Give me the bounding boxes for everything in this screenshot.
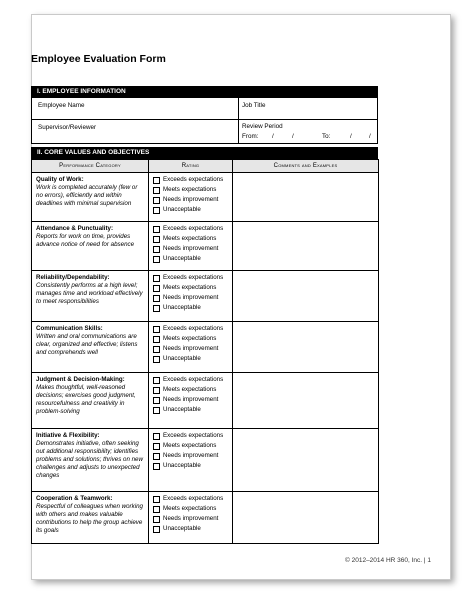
rating-option-label: Exceeds expectations (163, 325, 224, 332)
table-row (32, 373, 379, 429)
rating-option-label: Meets expectations (163, 505, 217, 512)
checkbox[interactable] (153, 346, 160, 353)
rating-option-label: Unacceptable (163, 462, 201, 469)
checkbox[interactable] (153, 207, 160, 214)
rating-option[interactable] (153, 451, 229, 461)
rating-option[interactable] (153, 224, 229, 234)
performance-category-cell (32, 373, 149, 429)
info-column-divider (238, 98, 239, 120)
rating-option[interactable] (153, 273, 229, 283)
table-row (32, 429, 379, 492)
rating-option[interactable] (153, 461, 229, 471)
category-description: Makes thoughtful, well-reasoned decisions; exercises good judgment, resourcefulness and creativity in problem-solving (36, 384, 136, 415)
performance-category-cell (32, 492, 149, 544)
rating-option-label: Needs improvement (163, 294, 219, 301)
checkbox[interactable] (153, 496, 160, 503)
info-column-divider (238, 120, 239, 144)
rating-option-label: Exceeds expectations (163, 495, 224, 502)
rating-option-label: Exceeds expectations (163, 432, 224, 439)
employee-info-row-1 (31, 98, 378, 120)
checkbox[interactable] (153, 506, 160, 513)
checkbox[interactable] (153, 275, 160, 282)
rating-option[interactable] (153, 205, 229, 215)
rating-option-label: Meets expectations (163, 235, 217, 242)
rating-option-label: Exceeds expectations (163, 176, 224, 183)
rating-option-label: Needs improvement (163, 396, 219, 403)
checkbox[interactable] (153, 187, 160, 194)
rating-option-label: Meets expectations (163, 186, 217, 193)
checkbox[interactable] (153, 226, 160, 233)
checkbox[interactable] (153, 326, 160, 333)
from-label: From: (242, 133, 259, 140)
category-description: Demonstrates initiative, often seeking out additional responsibility; identifies problems and solutions; thrives on new challenges and adjusts to unexpected changes (36, 440, 143, 479)
comments-cell[interactable] (233, 429, 379, 492)
rating-cell (149, 271, 233, 322)
rating-option[interactable] (153, 234, 229, 244)
rating-cell (149, 222, 233, 271)
rating-option-label: Meets expectations (163, 386, 217, 393)
rating-option[interactable] (153, 244, 229, 254)
rating-option-label: Exceeds expectations (163, 376, 224, 383)
checkbox[interactable] (153, 356, 160, 363)
from-date-slash: / (272, 133, 274, 140)
rating-option[interactable] (153, 303, 229, 313)
rating-option[interactable] (153, 195, 229, 205)
rating-option-label: Unacceptable (163, 304, 201, 311)
checkbox[interactable] (153, 453, 160, 460)
rating-cell (149, 492, 233, 544)
rating-option-label: Needs improvement (163, 452, 219, 459)
performance-category-cell (32, 429, 149, 492)
rating-option-label: Needs improvement (163, 515, 219, 522)
category-description: Work is completed accurately (few or no errors), efficiently and within deadlines with minimal supervision (36, 184, 138, 207)
performance-category-cell (32, 322, 149, 373)
checkbox[interactable] (153, 516, 160, 523)
rating-cell (149, 173, 233, 222)
checkbox[interactable] (153, 256, 160, 263)
table-row (32, 173, 379, 222)
rating-cell (149, 322, 233, 373)
rating-option[interactable] (153, 385, 229, 395)
performance-category-cell (32, 173, 149, 222)
rating-option-label: Unacceptable (163, 355, 201, 362)
rating-option-label: Needs improvement (163, 196, 219, 203)
employee-name-label: Employee Name (38, 102, 85, 109)
checkbox[interactable] (153, 197, 160, 204)
rating-option-label: Unacceptable (163, 255, 201, 262)
rating-cell (149, 429, 233, 492)
category-name: Initiative & Flexibility: (36, 432, 100, 439)
checkbox[interactable] (153, 285, 160, 292)
rating-option[interactable] (153, 344, 229, 354)
checkbox[interactable] (153, 407, 160, 414)
category-name: Cooperation & Teamwork: (36, 495, 113, 502)
comments-header: Comments and Examples (233, 160, 379, 173)
rating-cell (149, 373, 233, 429)
rating-option[interactable] (153, 441, 229, 451)
rating-option-label: Unacceptable (163, 406, 201, 413)
checkbox[interactable] (153, 397, 160, 404)
rating-option[interactable] (153, 283, 229, 293)
table-row (32, 492, 379, 544)
comments-cell[interactable] (233, 271, 379, 322)
checkbox[interactable] (153, 305, 160, 312)
section-core-values-header: II. CORE VALUES AND OBJECTIVES (31, 147, 378, 159)
table-header-row (32, 160, 379, 173)
checkbox[interactable] (153, 236, 160, 243)
rating-option[interactable] (153, 524, 229, 534)
category-description: Written and oral communications are clear, organized and effective; listens and comprehends well (36, 333, 138, 356)
employee-info-row-2 (31, 120, 378, 144)
table-row (32, 322, 379, 373)
section-employee-information-header: I. EMPLOYEE INFORMATION (31, 86, 378, 98)
checkbox[interactable] (153, 336, 160, 343)
checkbox[interactable] (153, 377, 160, 384)
page-footer: © 2012–2014 HR 360, Inc. | 1 (345, 557, 431, 564)
rating-option-label: Unacceptable (163, 525, 201, 532)
comments-cell[interactable] (233, 222, 379, 271)
rating-option[interactable] (153, 405, 229, 415)
comments-cell[interactable] (233, 492, 379, 544)
performance-category-header: Performance Category (32, 160, 149, 173)
rating-option-label: Meets expectations (163, 442, 217, 449)
rating-option-label: Exceeds expectations (163, 274, 224, 281)
rating-option-label: Needs improvement (163, 345, 219, 352)
category-description: Reports for work on time, provides advance notice of need for absence (36, 233, 135, 248)
checkbox[interactable] (153, 463, 160, 470)
rating-option[interactable] (153, 185, 229, 195)
rating-option-label: Unacceptable (163, 206, 201, 213)
job-title-label: Job Title (242, 102, 266, 109)
rating-option[interactable] (153, 254, 229, 264)
checkbox[interactable] (153, 387, 160, 394)
to-date-slash: / (350, 133, 352, 140)
checkbox[interactable] (153, 177, 160, 184)
checkbox[interactable] (153, 246, 160, 253)
category-name: Quality of Work: (36, 176, 84, 183)
rating-option[interactable] (153, 324, 229, 334)
supervisor-label: Supervisor/Reviewer (38, 124, 97, 131)
rating-option[interactable] (153, 354, 229, 364)
comments-cell[interactable] (233, 373, 379, 429)
rating-option-label: Needs improvement (163, 245, 219, 252)
category-description: Respectful of colleagues when working with others and makes valuable contributions to help the group achieve its goals (36, 503, 143, 534)
to-date-slash: / (369, 133, 371, 140)
form-title: Employee Evaluation Form (31, 53, 166, 65)
rating-option[interactable] (153, 293, 229, 303)
rating-option[interactable] (153, 504, 229, 514)
rating-option[interactable] (153, 431, 229, 441)
performance-category-cell (32, 271, 149, 322)
rating-option[interactable] (153, 514, 229, 524)
core-values-table (31, 159, 379, 544)
rating-header: Rating (149, 160, 233, 173)
category-name: Reliability/Dependability: (36, 274, 110, 281)
table-row (32, 271, 379, 322)
category-name: Judgment & Decision-Making: (36, 376, 125, 383)
checkbox[interactable] (153, 443, 160, 450)
review-period-label: Review Period (242, 123, 283, 130)
rating-option[interactable] (153, 395, 229, 405)
performance-category-cell (32, 222, 149, 271)
checkbox[interactable] (153, 433, 160, 440)
comments-cell[interactable] (233, 173, 379, 222)
from-date-slash: / (292, 133, 294, 140)
to-label: To: (322, 133, 331, 140)
category-name: Communication Skills: (36, 325, 103, 332)
checkbox[interactable] (153, 295, 160, 302)
comments-cell[interactable] (233, 322, 379, 373)
rating-option[interactable] (153, 334, 229, 344)
category-description: Consistently performs at a high level; manages time and workload effectively to meet responsibilities (36, 282, 143, 305)
rating-option[interactable] (153, 175, 229, 185)
rating-option[interactable] (153, 494, 229, 504)
category-name: Attendance & Punctuality: (36, 225, 114, 232)
rating-option-label: Meets expectations (163, 335, 217, 342)
checkbox[interactable] (153, 526, 160, 533)
table-row (32, 222, 379, 271)
rating-option-label: Meets expectations (163, 284, 217, 291)
rating-option[interactable] (153, 375, 229, 385)
rating-option-label: Exceeds expectations (163, 225, 224, 232)
